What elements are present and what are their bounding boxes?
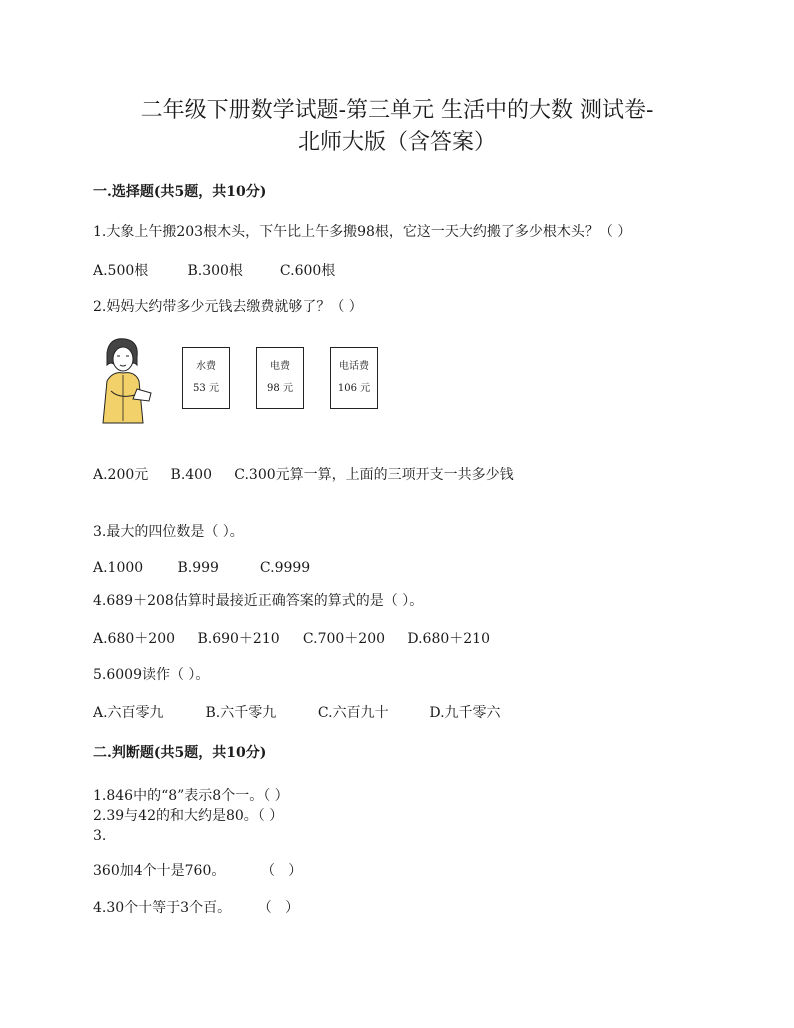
question-2-options: A.200元 B.400 C.300元算一算，上面的三项开支一共多少钱 bbox=[93, 467, 514, 483]
question-5-options bbox=[93, 703, 501, 723]
bills-illustration bbox=[93, 335, 393, 427]
bill-amount: 98 元 bbox=[267, 383, 293, 394]
option-b[interactable]: B.690＋210 bbox=[197, 631, 280, 647]
question-2-text: 2.妈妈大约带多少元钱去缴费就够了？（ ） bbox=[93, 299, 363, 315]
option-c[interactable]: C.六百九十 bbox=[317, 705, 389, 721]
bill-amount: 53 元 bbox=[193, 383, 219, 394]
question-4-options bbox=[93, 629, 490, 649]
water-bill-card bbox=[182, 347, 230, 409]
judge-question-4: 4.30个十等于3个百。 （ ） bbox=[93, 900, 300, 916]
judge-question-3-number: 3. bbox=[93, 828, 107, 844]
question-5-text: 5.6009读作（ ）。 bbox=[93, 667, 210, 683]
question-1-options bbox=[93, 261, 335, 281]
question-1-text: 1.大象上午搬203根木头，下午比上午多搬98根，它这一天大约搬了多少根木头？（ ） bbox=[93, 224, 632, 240]
bill-name: 电费 bbox=[270, 361, 290, 372]
woman-illustration bbox=[93, 335, 157, 427]
section1-heading: 一.选择题(共5题，共10分) bbox=[93, 184, 267, 200]
option-b[interactable]: B.六千零九 bbox=[205, 705, 277, 721]
option-d[interactable]: D.680＋210 bbox=[407, 631, 490, 647]
bill-name: 水费 bbox=[196, 361, 216, 372]
option-c[interactable]: C.700＋200 bbox=[302, 631, 386, 647]
judge-question-1: 1.846中的“8”表示8个一。（ ） bbox=[93, 788, 289, 804]
option-b[interactable]: B.999 bbox=[177, 560, 219, 576]
option-b[interactable]: B.300根 bbox=[187, 263, 243, 279]
option-a[interactable]: A.500根 bbox=[93, 263, 149, 279]
bill-name: 电话费 bbox=[339, 361, 369, 372]
option-a[interactable]: A.1000 bbox=[93, 560, 144, 576]
option-a[interactable]: A.680＋200 bbox=[93, 631, 176, 647]
document-title-line1: 二年级下册数学试题-第三单元 生活中的大数 测试卷- bbox=[140, 98, 654, 123]
option-d[interactable]: D.九千零六 bbox=[429, 705, 501, 721]
option-c[interactable]: C.600根 bbox=[279, 263, 336, 279]
judge-question-3-text: 360加4个十是760。 （ ） bbox=[93, 863, 303, 879]
document-title-line2: 北师大版（含答案） bbox=[297, 130, 496, 155]
bill-amount: 106 元 bbox=[337, 383, 371, 394]
option-a[interactable]: A.六百零九 bbox=[93, 705, 164, 721]
section2-heading: 二.判断题(共5题，共10分) bbox=[93, 745, 267, 761]
question-3-options bbox=[93, 558, 310, 578]
phone-bill-card bbox=[330, 347, 378, 409]
question-4-text: 4.689＋208估算时最接近正确答案的算式的是（ ）。 bbox=[93, 593, 424, 609]
option-c[interactable]: C.9999 bbox=[259, 560, 311, 576]
electricity-bill-card bbox=[256, 347, 304, 409]
question-3-text: 3.最大的四位数是（ ）。 bbox=[93, 524, 244, 540]
judge-question-2: 2.39与42的和大约是80。（ ） bbox=[93, 808, 284, 824]
